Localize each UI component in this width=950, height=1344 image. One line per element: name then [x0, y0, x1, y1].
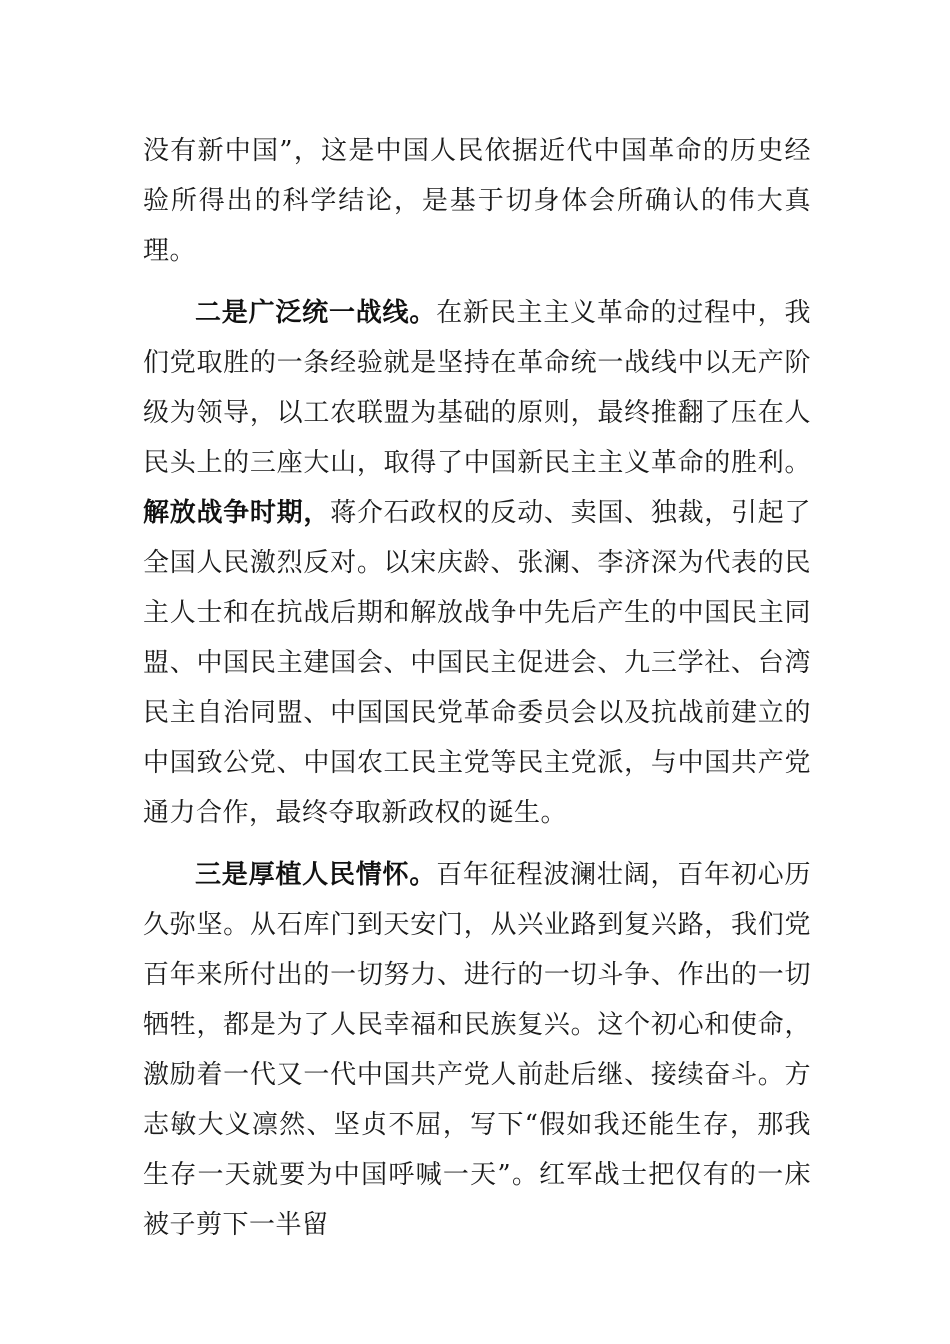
- paragraph-2-text-a: 在新民主主义革命的过程中，我们党取胜的一条经验就是坚持在革命统一战线中以无产阶级为领导，以工农联盟为基础的原则，最终推翻了压在人民头上的三座大山，取得了中国新民主主义革命的胜利。: [143, 298, 811, 478]
- paragraph-2-heading: 二是广泛统一战线。: [195, 298, 437, 328]
- paragraph-2: [143, 288, 811, 838]
- paragraph-3-heading: 三是厚植人民情怀。: [195, 860, 437, 890]
- paragraph-2-bold-phrase: 解放战争时期，: [143, 498, 331, 528]
- paragraph-3: [143, 850, 811, 1250]
- paragraph-1-text: 没有新中国”，这是中国人民依据近代中国革命的历史经验所得出的科学结论，是基于切身体会所确认的伟大真理。: [143, 136, 811, 266]
- paragraph-3-text: 百年征程波澜壮阔，百年初心历久弥坚。从石库门到天安门，从兴业路到复兴路，我们党百年来所付出的一切努力、进行的一切斗争、作出的一切牺牲，都是为了人民幸福和民族复兴。这个初心和使命，激励着一代又一代中国共产党人前赴后继、接续奋斗。方志敏大义凛然、坚贞不屈，写下“假如我还能生存，那我生存一天就要为中国呼喊一天”。红军战士把仅有的一床被子剪下一半留: [143, 860, 811, 1240]
- paragraph-2-text-c: 蒋介石政权的反动、卖国、独裁，引起了全国人民激烈反对。以宋庆龄、张澜、李济深为代表的民主人士和在抗战后期和解放战争中先后产生的中国民主同盟、中国民主建国会、中国民主促进会、九三学社、台湾民主自治同盟、中国国民党革命委员会以及抗战前建立的中国致公党、中国农工民主党等民主党派，与中国共产党通力合作，最终夺取新政权的诞生。: [143, 498, 811, 828]
- paragraph-1: [143, 126, 811, 276]
- document-body: [143, 126, 811, 1262]
